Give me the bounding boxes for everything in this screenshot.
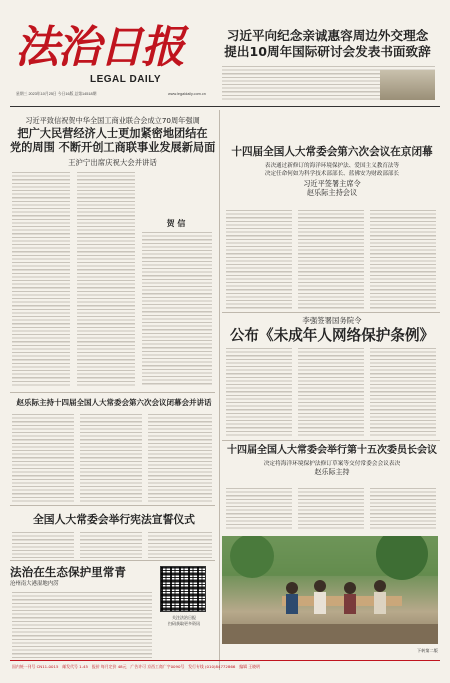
lead-headline2: 党的周围 不断开创工商联事业发展新局面 [10,141,216,154]
premier-body-col1 [226,348,292,438]
zhao-bottom-rule [10,505,215,506]
npc-closing-headline: 十四届全国人大常委会第六次会议在京闭幕 [231,146,433,158]
council [222,444,442,477]
council-headline: 十四届全国人大常委会举行第十五次委员长会议 [227,445,437,456]
premier-body-col2 [298,348,364,438]
npc-closing [222,145,442,197]
top-story-line2: 提出10周年国际研讨会发表书面致辞 [224,44,431,59]
oath-body-col3 [148,532,212,558]
masthead-website: www.legaldaily.com.cn [168,92,206,96]
premier-body-col3 [370,348,436,438]
npc-body-col1 [226,210,292,310]
masthead-english: LEGAL DAILY [90,74,162,85]
premier-order [222,316,442,346]
lead-bottom-rule [10,392,215,393]
zhao-body-col1 [12,414,74,502]
eco-sub: 沧州南大港湿地内涝 [10,581,59,587]
npc-bottom-rule [222,312,440,313]
zhao-chair-headline: 赵乐际主持十四届全国人大常委会第六次会议闭幕会并讲话 [16,398,212,407]
oath-body-col1 [12,532,74,558]
lead-story [10,116,215,168]
lead-sub: 王沪宁出席庆祝大会并讲话 [68,158,157,167]
qr-caption1: 关注法治日报 [172,615,196,620]
oath-body-col2 [80,532,142,558]
npc-closing-sub3: 习近平签署主席令 [303,179,361,188]
npc-body-col2 [298,210,364,310]
masthead-title: 法治日报 [15,22,183,73]
council-body-col2 [298,488,364,530]
eco-body [12,592,152,660]
news-photo [222,536,438,644]
lead-headline1: 把广大民营经济人士更加紧密地团结在 [17,127,208,140]
masthead-rule [10,106,440,107]
council-sub2: 赵乐际主持 [314,468,350,476]
top-story-photo [380,70,435,100]
council-body-col1 [226,488,292,530]
zhao-body-col2 [80,414,142,502]
lead-body-col1 [12,172,70,387]
qr-caption2: 扫码获取更多资讯 [168,621,200,626]
masthead-info: 星期三 2023年10月25日 今日16版 总第14518期 [16,92,97,96]
council-body-col3 [370,488,436,530]
photo-illustration [222,536,438,644]
npc-closing-sub1: 表决通过新修订的海洋环境保护法、爱国主义教育法等 [264,163,400,169]
lead-body-col2 [77,172,135,387]
lead-kicker: 习近平致信祝贺中华全国工商业联合会成立70周年强调 [25,116,200,125]
congrats-title: 贺 信 [166,219,186,228]
congrats-body [142,232,212,387]
top-story [215,28,440,60]
npc-closing-sub4: 赵乐际主持会议 [306,188,358,197]
oath-headline: 全国人大常委会举行宪法宣誓仪式 [33,513,195,526]
eco-rule [10,564,160,588]
footer-text: 国内统一刊号 CN11-0015 邮发代号 1-45 报价 每月定价 48元 广告许可 京西工商广字0090号 发行专线 (010)84772866 编辑 王晓明 [12,664,260,669]
masthead [12,18,212,113]
premier-headline: 公布《未成年人网络保护条例》 [229,327,435,344]
top-story-line1: 习近平向纪念亲诚惠容周边外交理念 [226,28,429,43]
eco-headline: 法治在生态保护里常青 [10,565,126,579]
premier-kicker: 李强签署国务院令 [302,316,362,325]
council-sub1: 决定将海洋环境保护法修订草案等交付常委会会议表决 [263,461,401,467]
npc-body-col3 [370,210,436,310]
oath-bottom-rule [10,560,215,561]
qr-code[interactable] [160,566,206,612]
npc-closing-sub2: 决定任命何如为科学技术部部长、蓝佛安为财政部部长 [264,171,400,177]
premier-bottom-rule [222,440,440,441]
zhao-body-col3 [148,414,212,502]
footer-rule [10,660,440,661]
photo-caption: 下转第二版 [417,648,438,653]
column-divider [219,110,220,670]
